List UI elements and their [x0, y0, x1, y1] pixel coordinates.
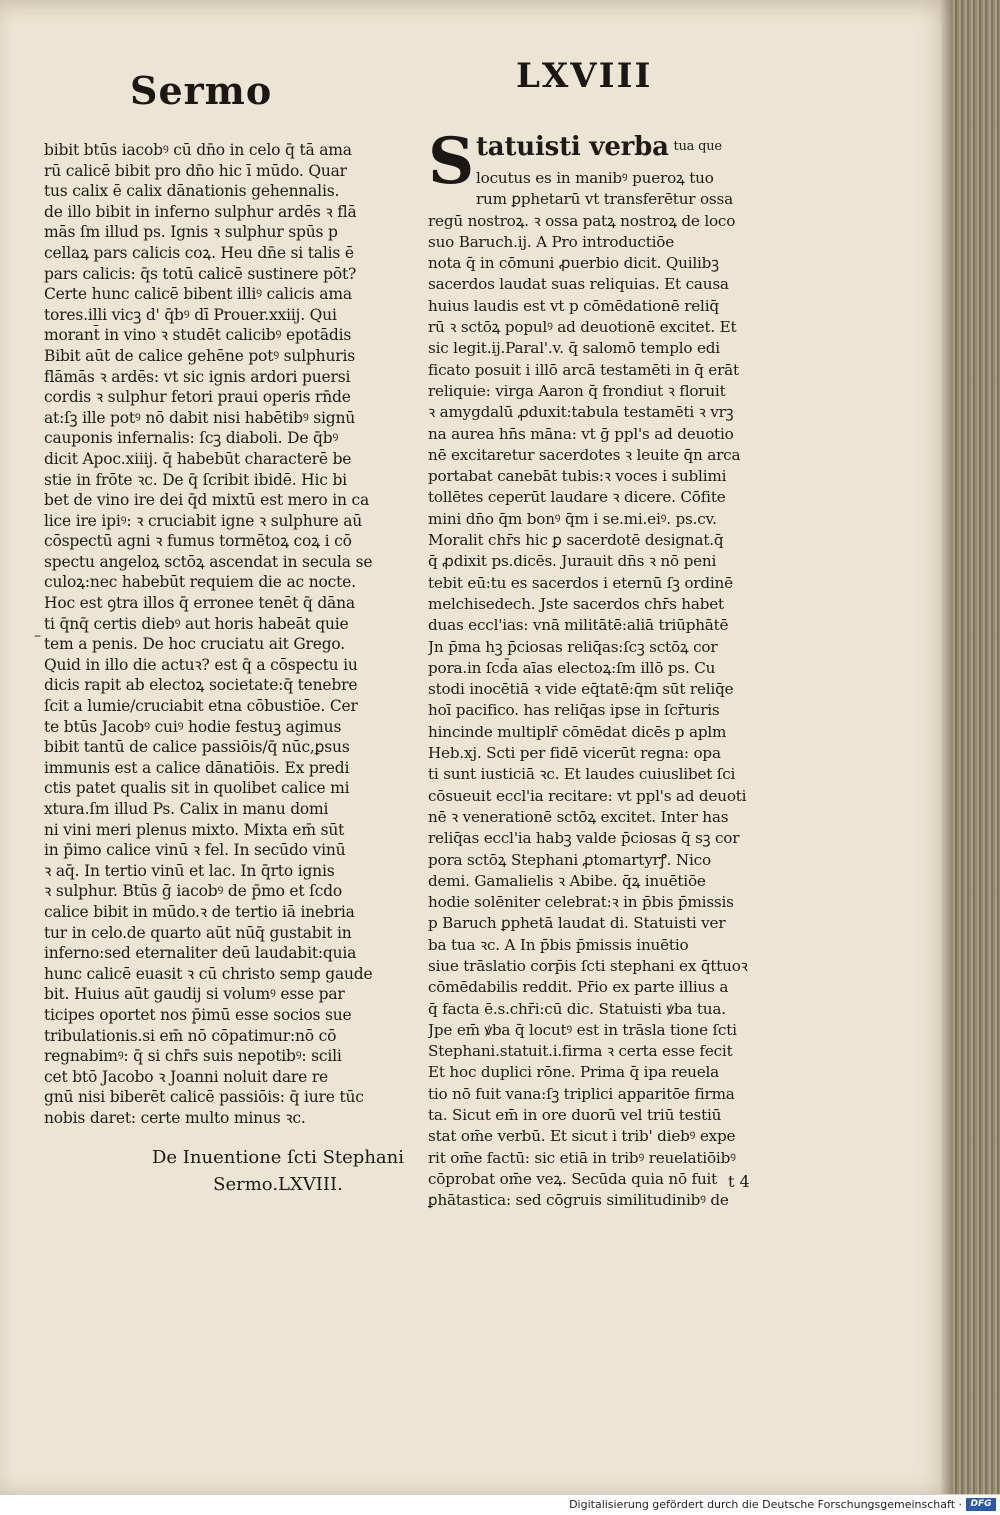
right-text-column	[428, 126, 810, 1212]
text-line: Stephani.statuit.i.firma ꝛ certa esse fecit	[428, 1042, 733, 1061]
text-line: na aurea hn̄s māna: vt ḡ ppl's ad deuotio	[428, 424, 734, 443]
text-line: reliq̄as eccl'ia habꝫ valde p̄ciosas q̄ sꝫ cor	[428, 829, 740, 848]
decorated-initial-s: S	[428, 124, 475, 199]
text-line: Jn p̄ma hꝫ p̄ciosas reliq̄as:ſcꝫ sctōꝝ cor	[428, 637, 718, 656]
text-line: xtura.ſm illud Ps. Calix in manu domi	[44, 800, 329, 818]
text-line: regnabimꝰ: q̄ si chr̄s suis nepotibꝰ: scili	[44, 1047, 342, 1066]
text-line: bibit tantū de calice passiōis/q̄ nūc,ꝑsus	[44, 738, 350, 757]
running-head-sermo: Sermo	[130, 68, 273, 113]
text-line: hoī pacifico. has reliq̄as ipse in ſcr̄turis	[428, 701, 720, 720]
text-line: bit. Huius aūt gaudij si volumꝰ esse par	[44, 985, 345, 1004]
text-line: calice bibit in mūdo.ꝛ de tertio iā inebria	[44, 902, 355, 921]
text-line: reliquie: virga Aaron q̄ frondiut ꝛ floruit	[428, 381, 726, 400]
text-line: gnū nisi biberēt calicē passiōis: q̄ iure tūc	[44, 1088, 364, 1107]
text-line: culoꝝ:nec habebūt requiem die ac nocte.	[44, 573, 356, 592]
text-line: sic legit.ij.Paral'.v. q̄ salomō templo edi	[428, 339, 720, 358]
text-line: Et hoc duplici rōne. Prima q̄ ipa reuela	[428, 1063, 719, 1082]
right-first-line	[476, 126, 810, 168]
digitization-footer	[0, 1494, 1000, 1515]
text-line: melchisedech. Jste sacerdos chr̄s habet	[428, 594, 724, 613]
text-line: bet de vino ire dei q̄d mixtū est mero in ca	[44, 491, 369, 510]
text-line: ſcit a lumie/cruciabit etna cōbustiōe. Cer	[44, 697, 358, 716]
text-line: ticipes oportet nos p̄imū esse socios sue	[44, 1005, 352, 1024]
text-line: ficato posuit i illō arcā testamēti in q̄ erāt	[428, 360, 739, 379]
text-line: cauponis infernalis: ſcꝫ diaboli. De q̄bꝰ	[44, 429, 339, 448]
text-line: morant̄ in vino ꝛ studēt calicibꝰ epotādis	[44, 326, 352, 345]
text-line: nota q̄ in cōmuni ꝓuerbio dicit. Quilibꝫ	[428, 254, 719, 273]
text-line: hincinde multiplr̄ cōmēdat dicēs p aplm	[428, 722, 727, 741]
text-line: Certe hunc calicē bibent illiꝰ calicis ama	[44, 285, 352, 304]
incipit-large-text: tatuisti verba	[476, 132, 669, 162]
text-line: tio nō fuit vana:ſꝫ triplici apparitōe firma	[428, 1084, 735, 1103]
text-line: rū ꝛ sctōꝝ populꝰ ad deuotionē excitet. Et	[428, 318, 737, 337]
text-line: pora.in ſcd̄a aīas electoꝝ:ſm illō ps. Cu	[428, 658, 716, 677]
margin-dash-mark: –	[34, 628, 41, 644]
text-line: dicis rapit ab electoꝝ societate:q̄ tenebre	[44, 676, 358, 695]
text-line: cet btō Jacobo ꝛ Joanni noluit dare re	[44, 1067, 328, 1086]
text-line: ꝛ aq̄. In tertio vinū et lac. In q̄rto ignis	[44, 861, 335, 880]
text-line: ti sunt iusticiā ꝛc. Et laudes cuiuslibet ſci	[428, 765, 736, 784]
text-line: Moralit chr̄s hic ꝑ sacerdotē designat.q̄	[428, 531, 724, 550]
subheading-line-title: De Inuentione ſcti Stephani	[151, 1147, 404, 1168]
text-line: tollētes ceperūt laudare ꝛ dicere. Cōfite	[428, 488, 726, 507]
text-line: immunis est a calice dānatiōis. Ex predi	[44, 758, 350, 777]
text-line: ꝛ amygdalū ꝓduxit:tabula testamēti ꝛ vrꝫ	[428, 403, 734, 422]
text-line: Heb.xj. Scti per fidē vicerūt regna: opa	[428, 744, 721, 763]
incipit-small-text: tua que	[673, 139, 722, 154]
text-line: regū nostroꝝ. ꝛ ossa patꝝ nostroꝝ de loco	[428, 211, 736, 230]
text-line: bibit btūs iacobꝰ cū dn̄o in celo q̄ tā ama	[44, 141, 352, 159]
text-line: nē excitaretur sacerdotes ꝛ leuite q̄n arca	[428, 445, 741, 464]
text-line: cōsueuit eccl'ia recitare: vt ppl's ad deuoti	[428, 786, 747, 805]
text-line: Jpe em̄ ꝟba q̄ locutꝰ est in trāsla tione ſcti	[428, 1020, 737, 1039]
text-line: portabat canebāt tubis:ꝛ voces i sublimi	[428, 467, 727, 486]
text-line: Bibit aūt de calice gehēne potꝰ sulphuris	[44, 346, 355, 365]
text-line: nobis daret: certe multo minus ꝛc.	[44, 1108, 306, 1127]
left-text-column	[44, 140, 406, 1129]
text-line: pars calicis: q̄s totū calicē sustinere pōt?	[44, 264, 357, 283]
text-line: tem a penis. De hoc cruciatu ait Grego.	[44, 635, 346, 654]
text-line: ta. Sicut em̄ in ore duorū vel triū testiū	[428, 1106, 722, 1125]
text-line: ꝛ sulphur. Btūs ḡ iacobꝰ de p̄mo et ſcdo	[44, 882, 343, 901]
text-line: hodie solēniter celebrat:ꝛ in p̄bis p̄missis	[428, 893, 734, 912]
text-line: siue trāslatio corp̄is ſcti stephani ex q̄ttuoꝛ	[428, 956, 748, 975]
text-line: cōspectū agni ꝛ fumus tormētoꝝ coꝝ i cō	[44, 532, 352, 551]
text-line: huius laudis est vt p cōmēdationē reliq̄	[428, 296, 719, 315]
signature-mark: t 4	[728, 1172, 750, 1191]
text-line: in p̄imo calice vinū ꝛ fel. In secūdo vinū	[44, 841, 346, 860]
text-line: q̄ ꝓdixit ps.dicēs. Jurauit dn̄s ꝛ nō peni	[428, 552, 717, 571]
text-line: stie in frōte ꝛc. De q̄ ſcribit ibidē. Hic bi	[44, 470, 347, 489]
text-line: lice ire ipiꝰ: ꝛ cruciabit igne ꝛ sulphure aū	[44, 511, 363, 530]
text-line: locutus es in manibꝰ pueroꝝ tuo	[476, 169, 714, 187]
text-line: rū calicē bibit pro dn̄o hic ī mūdo. Quar	[44, 161, 347, 180]
text-line: mās ſm illud ps. Ignis ꝛ sulphur spūs p	[44, 223, 338, 242]
text-line: nē ꝛ venerationē sctōꝝ excitet. Inter has	[428, 807, 729, 826]
text-line: sacerdos laudat suas reliquias. Et causa	[428, 275, 729, 294]
text-line: stodi inocētiā ꝛ vide eq̄tatē:q̄m sūt reliq̄e	[428, 680, 734, 699]
text-line: cellaꝝ pars calicis coꝝ. Heu dn̄e si talis ē	[44, 243, 354, 262]
text-line: stat om̄e verbū. Et sicut i trib' diebꝰ expe	[428, 1127, 736, 1146]
running-head-folio-number: LXVIII	[516, 56, 653, 96]
book-page-edges	[952, 0, 1000, 1494]
text-line: suo Baruch.ij. A Pro introductiōe	[428, 232, 675, 251]
text-line: tur in celo.de quarto aūt nūq̄ gustabit in	[44, 923, 352, 942]
text-line: spectu angeloꝝ sctōꝝ ascendat in secula se	[44, 552, 373, 571]
text-line: Quid in illo die actuꝛ? est q̄ a cōspectu iu	[44, 655, 358, 674]
footer-credit-text: Digitalisierung gefördert durch die Deutsche Forschungsgemeinschaft ·	[569, 1498, 962, 1511]
text-line: q̄ facta ē.s.chr̄i:cū dic. Statuisti ꝟba tua.	[428, 999, 726, 1018]
text-line: ti q̄nq̄ certis diebꝰ aut horis habeāt quie	[44, 614, 349, 633]
text-line: duas eccl'ias: vnā militātē:aliā triūphātē	[428, 616, 729, 635]
text-line: mini dn̄o q̄m bonꝰ q̄m i se.mi.eiꝰ. ps.cv.	[428, 509, 717, 528]
text-line: flāmās ꝛ ardēs: vt sic ignis ardori puersi	[44, 367, 351, 386]
text-line: ctis patet qualis sit in quolibet calice mi	[44, 779, 350, 798]
text-line: ni vini meri plenus mixto. Mixta em̄ sūt	[44, 820, 345, 839]
text-line: rum ꝑphetarū vt transferētur ossa	[476, 190, 733, 209]
text-line: cōprobat om̄e veꝝ. Secūda quia nō fuit	[428, 1169, 718, 1188]
text-line: tebit eū:tu es sacerdos i eternū ſꝫ ordinē	[428, 573, 733, 592]
text-line: tores.illi vicꝫ d' q̄bꝰ dī Prouer.xxiij. Qui	[44, 305, 337, 324]
dfg-logo-icon: DFG	[966, 1498, 996, 1511]
text-line: te btūs Jacobꝰ cuiꝰ hodie festuꝫ agimus	[44, 717, 342, 736]
text-line: tus calix ē calix dānationis gehennalis.	[44, 182, 340, 201]
subheading-line-sermo: Sermo.LXVIII.	[213, 1174, 343, 1195]
text-line: p Baruch ꝑphetā laudat di. Statuisti ver	[428, 914, 726, 933]
text-line: inferno:sed eternaliter deū laudabit:quia	[44, 944, 357, 963]
text-line: hunc calicē euasit ꝛ cū christo semp gaude	[44, 964, 373, 983]
text-line: tribulationis.si em̄ nō cōpatimur:nō cō	[44, 1026, 337, 1045]
text-line: cōmēdabilis reddit. Pr̄io ex parte illius a	[428, 978, 729, 997]
text-line: Hoc est ꝯtra illos q̄ erronee tenēt q̄ dāna	[44, 594, 355, 613]
text-line: cordis ꝛ sulphur fetori praui operis rn̄de	[44, 388, 351, 407]
text-line: dicit Apoc.xiiij. q̄ habebūt characterē be	[44, 449, 352, 468]
text-line: ꝑhātastica: sed cōgruis similitudinibꝰ de	[428, 1191, 729, 1210]
sermon-subheading	[128, 1144, 428, 1198]
text-line: pora sctōꝝ Stephani ꝓtomartyrꝭ. Nico	[428, 850, 711, 869]
text-line: demi. Gamalielis ꝛ Abibe. q̄ꝝ inuētiōe	[428, 871, 706, 890]
text-line: at:ſꝫ ille potꝰ nō dabit nisi habētibꝰ signū	[44, 408, 356, 427]
text-line: de illo bibit in inferno sulphur ardēs ꝛ flā	[44, 202, 357, 221]
text-line: ba tua ꝛc. A In p̄bis p̄missis inuētio	[428, 935, 689, 954]
text-line: rit om̄e factū: sic etiā in tribꝰ reuelatiōibꝰ	[428, 1148, 736, 1167]
